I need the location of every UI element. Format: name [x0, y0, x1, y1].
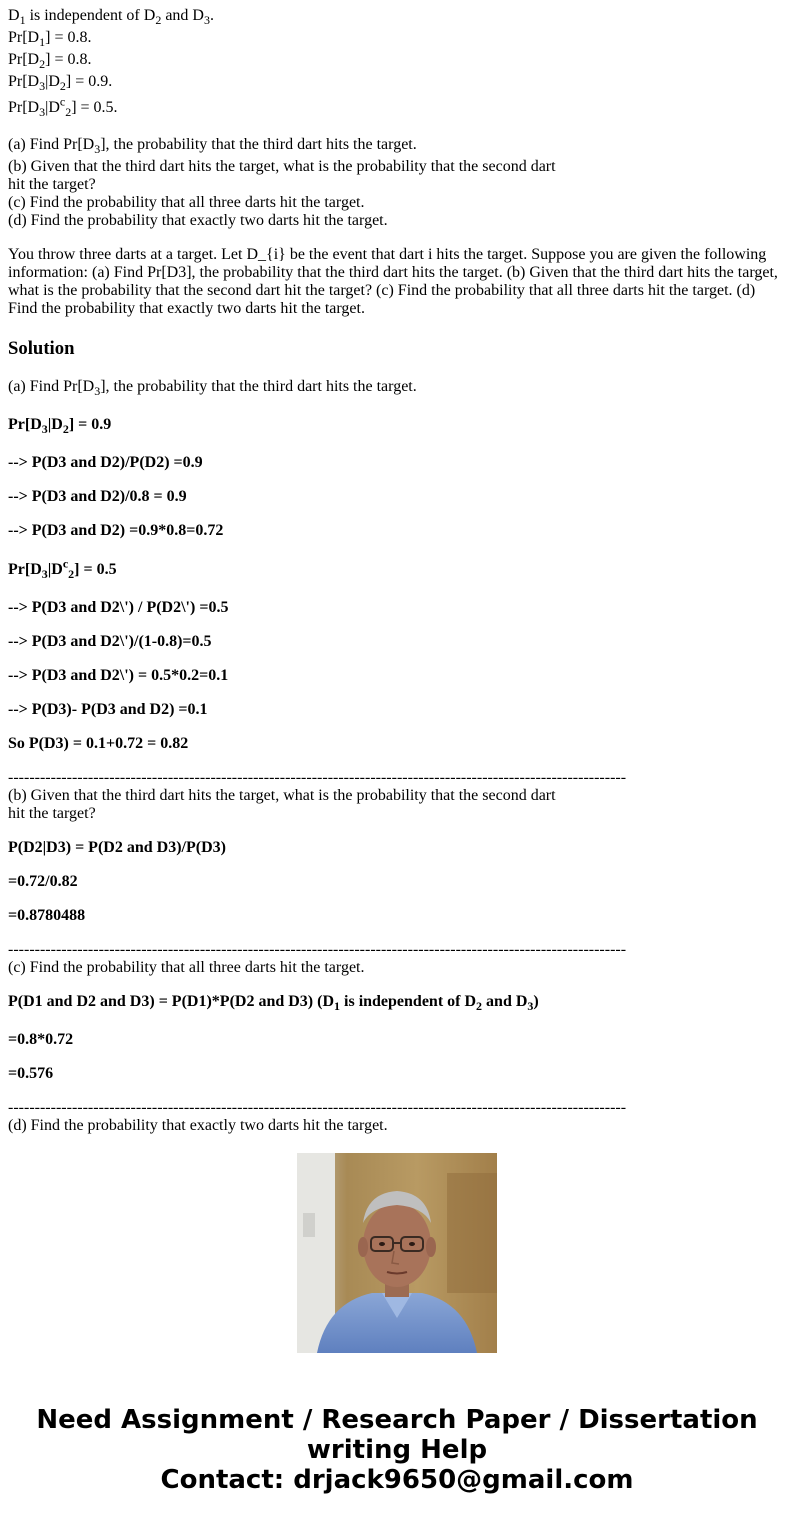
question-a: (a) Find $Pr[D_3]$, the probability that the third dart hits the target.: [8, 136, 417, 157]
solution-c-question: (c) Find the probability that all three darts hit the target.: [8, 959, 365, 976]
solution-c-step: P(D1 and D2 and D3) = P(D1)*P(D2 and D3) ($D_1$ is independent of $D_2$ and $D_3$): [8, 993, 539, 1014]
solution-c-result: =0.576: [8, 1065, 54, 1082]
person-portrait-image: [297, 1153, 497, 1353]
question-c: (c) Find the probability that all three darts hit the target.: [8, 194, 365, 211]
promo-line-1: Need Assignment / Research Paper / Dissertation: [36, 1405, 758, 1435]
solution-a-step: --> P(D3 and D2)/0.8 = 0.9: [8, 488, 187, 505]
solution-a-question: (a) Find $Pr[D_3]$, the probability that the third dart hits the target.: [8, 378, 417, 399]
given-pr-d3-given-d2: $Pr[D_3|D_2] = 0.9$.: [8, 73, 113, 94]
solution-b-step: =0.72/0.82: [8, 873, 78, 890]
given-pr-d2: $Pr[D_2] = 0.8$.: [8, 51, 92, 72]
problem-statement: You throw three darts at a target. Let D_{i} be the event that dart i hits the target. Suppose you are given the following information: (a) Find Pr[D3], the probability that the third dart hits the target. (b) Given that the third dart hits the target, what is the probability that the second dart hit the target? (c) Find the probability that all three darts hit the target. (d) Find the probability that exactly two darts hit the target.: [8, 246, 778, 317]
promo-line-2: writing Help: [306, 1435, 488, 1465]
solution-a-step: $Pr[D_3|D_2] = 0.9$: [8, 416, 112, 437]
document-body: [8, 0, 788, 1134]
solution-a-step: --> P(D3 and D2) =0.9*0.8=0.72: [8, 522, 224, 539]
question-d: (d) Find the probability that exactly two darts hit the target.: [8, 212, 388, 229]
solution-a-step: --> P(D3)- P(D3 and D2) =0.1: [8, 701, 208, 718]
given-pr-d3-given-not-d2: $Pr[D_3|D^c_2] = 0.5$.: [8, 94, 118, 120]
contact-email: Contact: drjack9650@gmail.com: [160, 1465, 634, 1495]
question-b-line2: hit the target?: [8, 176, 96, 193]
solution-heading: Solution: [8, 338, 75, 359]
separator-line: --------------------------------------------------------------------------------------------------------------------: [8, 941, 627, 958]
solution-a-step: --> P(D3 and D2\') = 0.5*0.2=0.1: [8, 667, 229, 684]
question-b-line1: (b) Given that the third dart hits the target, what is the probability that the second dart: [8, 158, 556, 175]
solution-a-step: --> P(D3 and D2\') / P(D2\') =0.5: [8, 599, 229, 616]
author-photo: [297, 1153, 497, 1353]
separator-line: --------------------------------------------------------------------------------------------------------------------: [8, 1099, 627, 1116]
solution-c-step: =0.8*0.72: [8, 1031, 74, 1048]
separator-line: --------------------------------------------------------------------------------------------------------------------: [8, 769, 627, 786]
given-independence: $D_1$ is independent of $D_2$ and $D_3$.: [8, 7, 214, 28]
solution-a-step: $Pr[D_3|D^c_2] = 0.5$: [8, 556, 117, 582]
solution-a-step: --> P(D3 and D2)/P(D2) =0.9: [8, 454, 203, 471]
solution-d-question: (d) Find the probability that exactly two darts hit the target.: [8, 1117, 388, 1134]
solution-b-step: P(D2|D3) = P(D2 and D3)/P(D3): [8, 839, 226, 856]
solution-b-question-line1: (b) Given that the third dart hits the target, what is the probability that the second dart: [8, 787, 556, 804]
solution-b-result: =0.8780488: [8, 907, 86, 924]
solution-a-step: --> P(D3 and D2\')/(1-0.8)=0.5: [8, 633, 212, 650]
solution-a-result: So P(D3) = 0.1+0.72 = 0.82: [8, 735, 189, 752]
given-pr-d1: $Pr[D_1] = 0.8$.: [8, 29, 92, 50]
solution-b-question-line2: hit the target?: [8, 805, 96, 822]
